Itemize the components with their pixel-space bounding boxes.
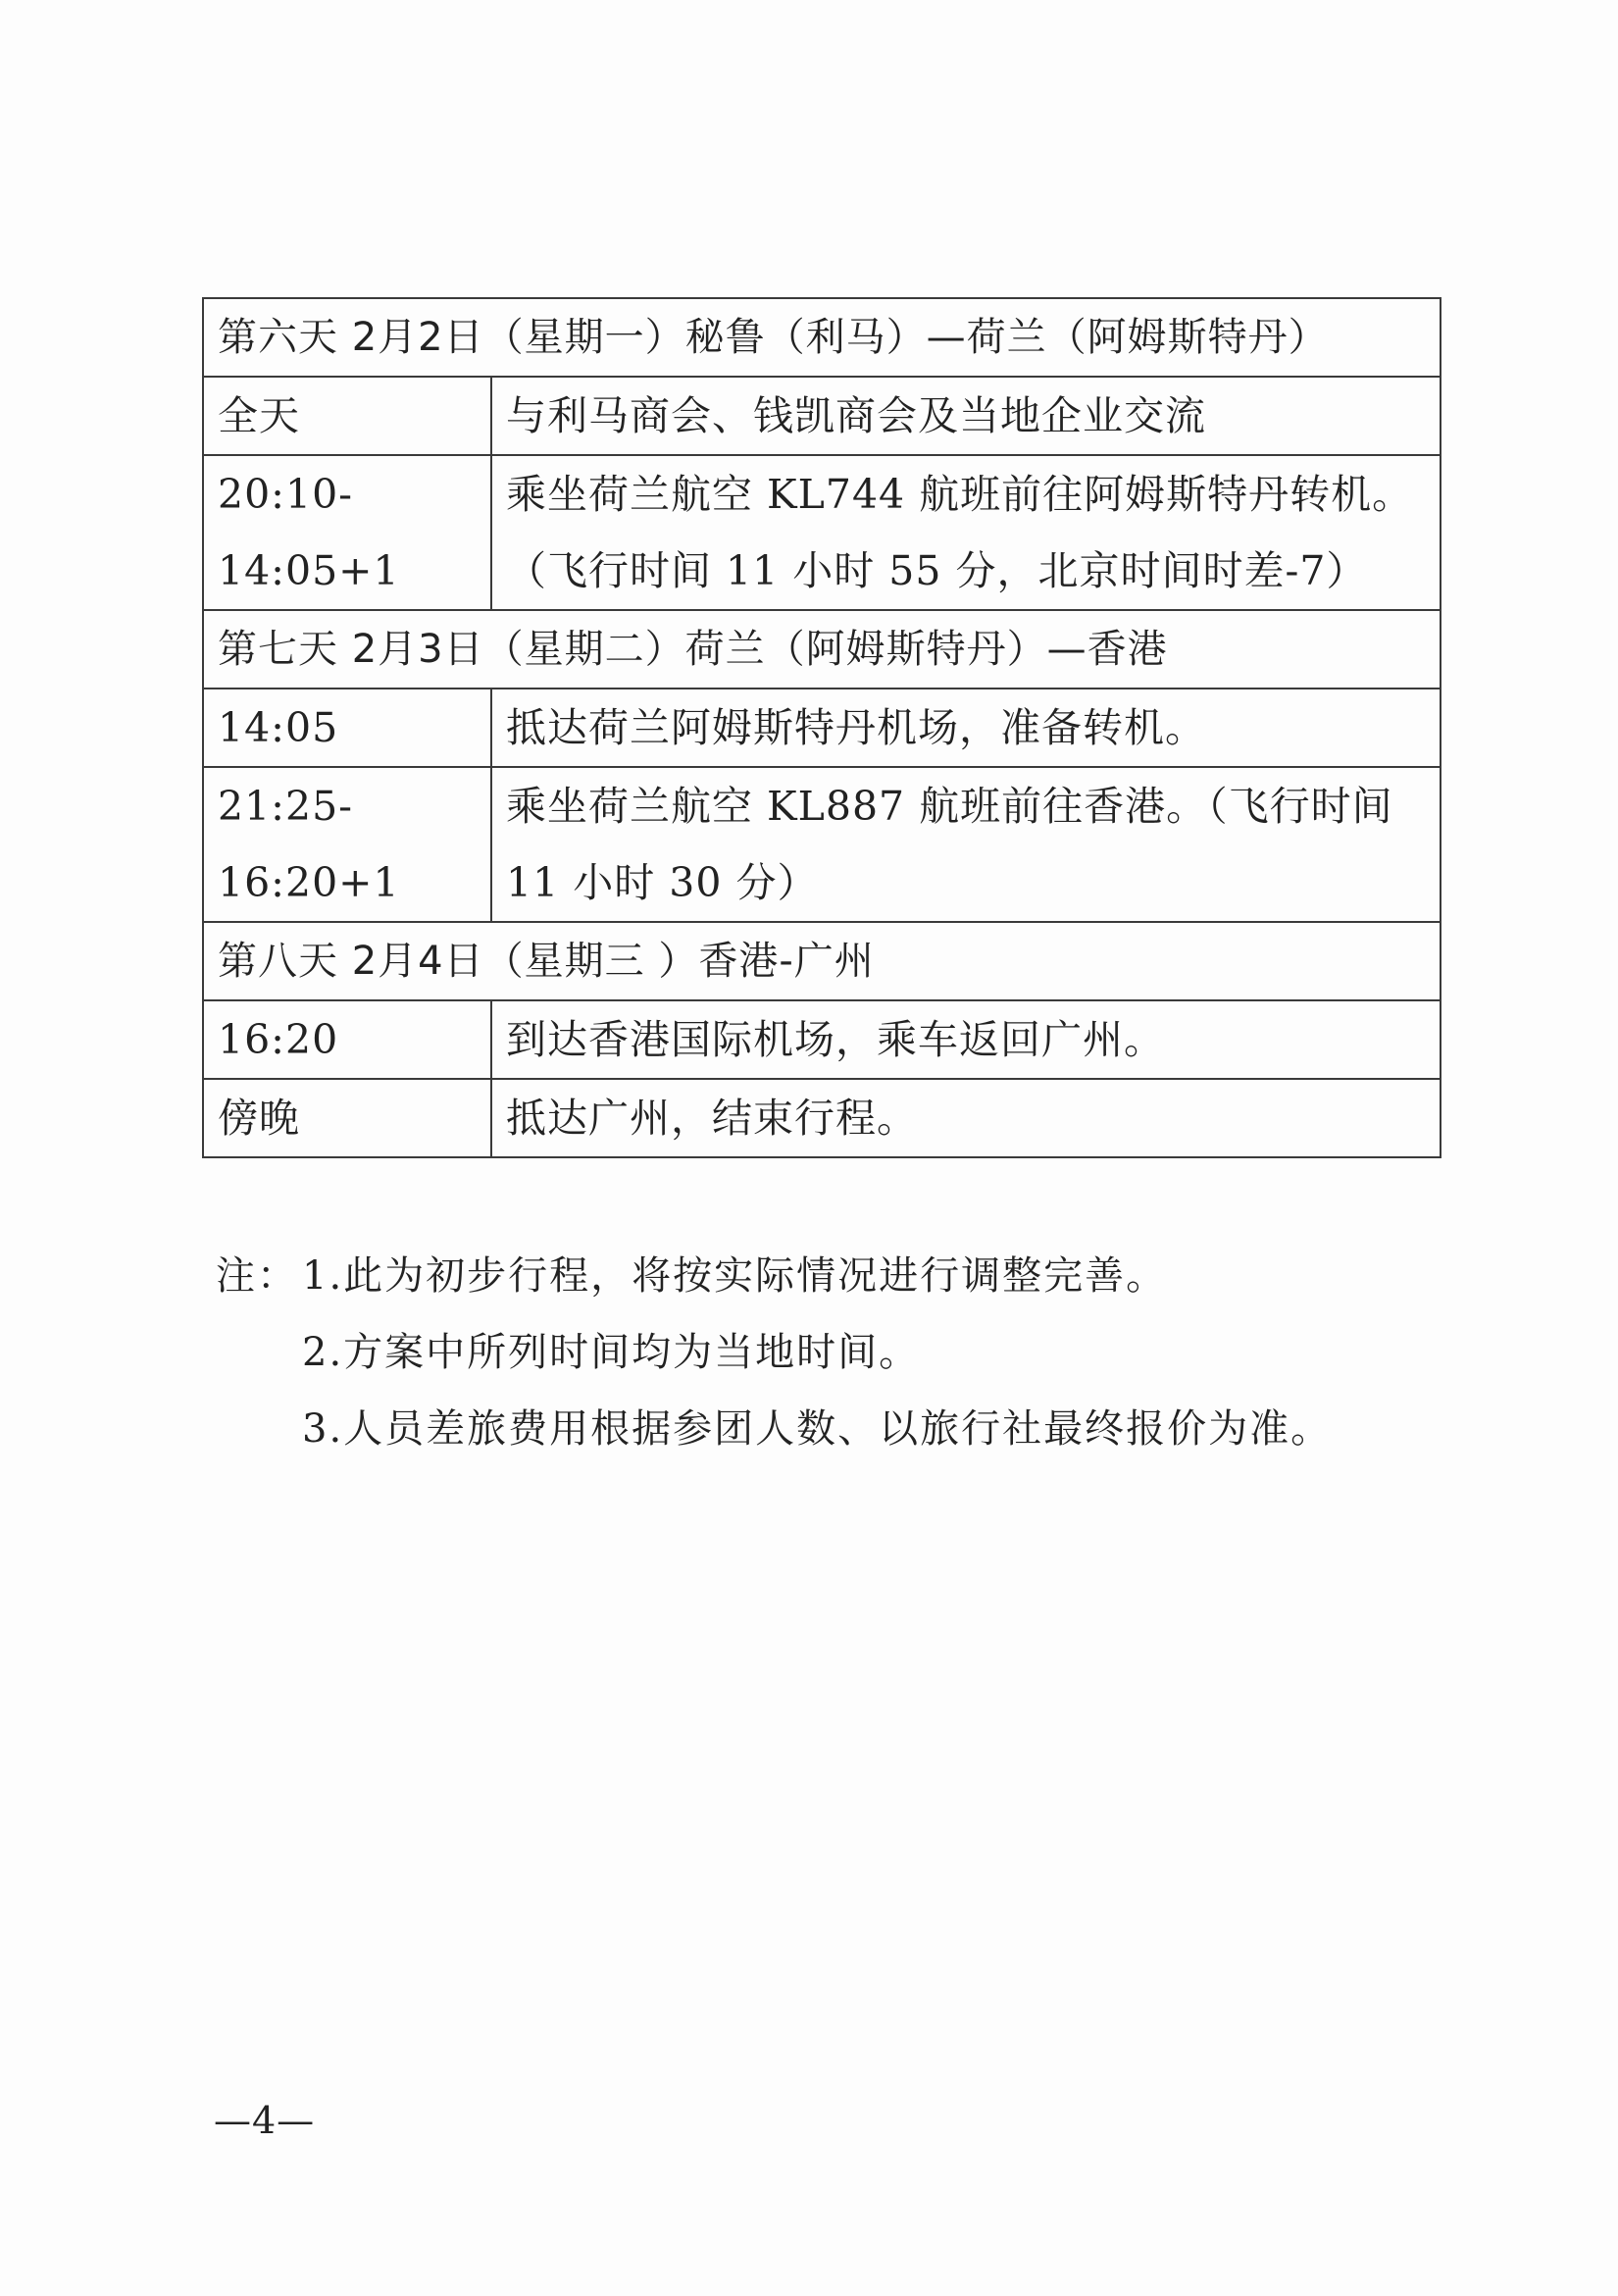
note-item — [216, 1314, 1332, 1391]
time-cell: 16:20 — [203, 1000, 491, 1079]
table-row — [203, 767, 1441, 922]
description-cell — [491, 377, 1441, 455]
time-cell: 21:25-16:20+1 — [203, 767, 491, 922]
table-row — [203, 1000, 1441, 1079]
note-item — [216, 1238, 1332, 1314]
time-cell: 14:05 — [203, 689, 491, 767]
description-line: 乘坐荷兰航空 KL887 航班前往香港。（飞行时间 — [506, 783, 1393, 830]
description-cell — [491, 455, 1441, 610]
description-line: 乘坐荷兰航空 KL744 航班前往阿姆斯特丹转机。 — [506, 471, 1414, 518]
description-cell — [491, 1000, 1441, 1079]
day-header: 第八天 2月4日（星期三 ）香港-广州 — [203, 922, 1441, 1000]
description-cell — [491, 1079, 1441, 1157]
page-number: —4— — [214, 2099, 316, 2142]
description-line: （飞行时间 11 小时 55 分，北京时间时差-7） — [506, 547, 1368, 594]
day-header: 第七天 2月3日（星期二）荷兰（阿姆斯特丹）—香港 — [203, 610, 1441, 689]
day-header-row — [203, 298, 1441, 377]
description-line: 到达香港国际机场，乘车返回广州。 — [506, 1016, 1165, 1063]
day-header-row — [203, 922, 1441, 1000]
notes-prefix: 注： — [216, 1253, 298, 1299]
description-line: 抵达广州，结束行程。 — [506, 1095, 918, 1142]
time-cell: 傍晚 — [203, 1079, 491, 1157]
table-row — [203, 455, 1441, 610]
table-row — [203, 1079, 1441, 1157]
day-header: 第六天 2月2日（星期一）秘鲁（利马）—荷兰（阿姆斯特丹） — [203, 298, 1441, 377]
description-cell — [491, 689, 1441, 767]
description-line: 抵达荷兰阿姆斯特丹机场，准备转机。 — [506, 704, 1206, 751]
description-cell — [491, 767, 1441, 922]
description-line: 11 小时 30 分） — [506, 859, 819, 906]
note-item — [216, 1391, 1332, 1467]
day-header-row — [203, 610, 1441, 689]
description-line: 与利马商会、钱凯商会及当地企业交流 — [506, 392, 1206, 439]
itinerary-table — [202, 297, 1441, 1158]
time-cell: 全天 — [203, 377, 491, 455]
note-text: 3.人员差旅费用根据参团人数、以旅行社最终报价为准。 — [302, 1406, 1333, 1452]
note-text: 1.此为初步行程，将按实际情况进行调整完善。 — [302, 1253, 1168, 1299]
notes-section — [216, 1238, 1332, 1467]
table-row — [203, 689, 1441, 767]
time-cell: 20:10-14:05+1 — [203, 455, 491, 610]
table-row — [203, 377, 1441, 455]
note-text: 2.方案中所列时间均为当地时间。 — [302, 1330, 921, 1375]
